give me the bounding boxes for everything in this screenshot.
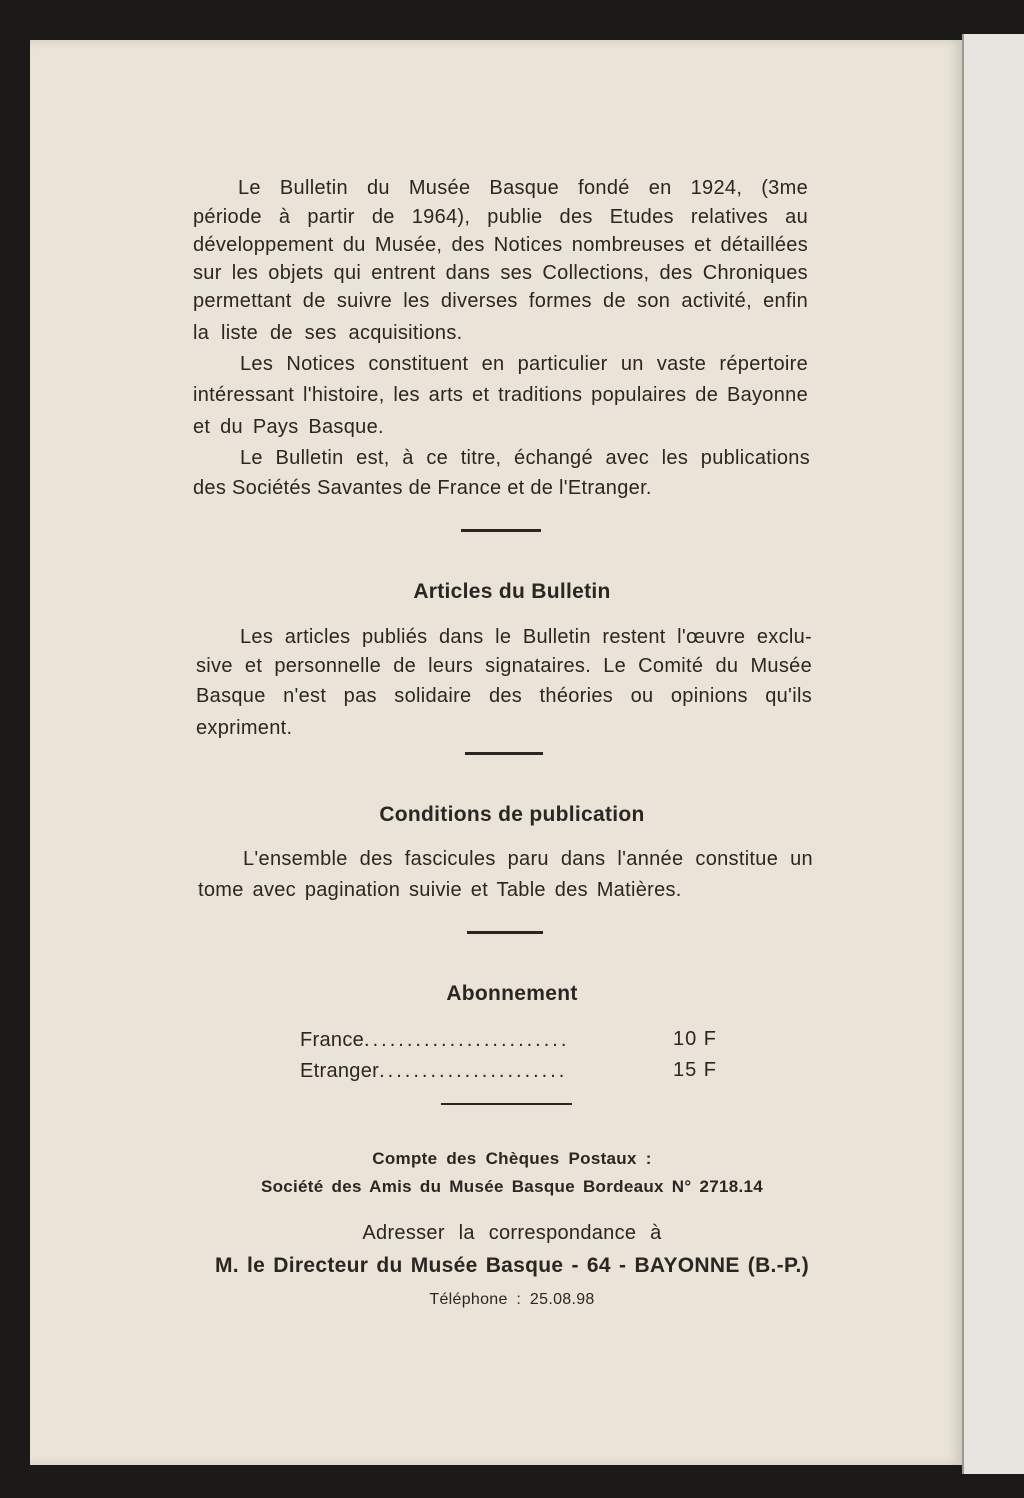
articles-heading: Articles du Bulletin [413,580,611,603]
text-line: tome avec pagination suivie et Table des Matières. [198,879,682,901]
text-line: Basque n'est pas solidaire des théories ou opinions qu'ils [196,685,812,707]
text-line: expriment. [196,717,293,739]
compte-label: Compte des Chèques Postaux : [372,1149,652,1168]
telephone: Téléphone : 25.08.98 [429,1291,595,1308]
text-line: période à partir de 1964), publie des Etudes relatives au [193,206,808,228]
text-line: permettant de suivre les diverses formes de son activité, enfin [193,290,808,312]
text-line: et du Pays Basque. [193,416,384,438]
text-line: sur les objets qui entrent dans ses Collections, des Chroniques [193,262,808,284]
text-line: des Sociétés Savantes de France et de l'Etranger. [193,477,652,499]
adresser-label: Adresser la correspondance à [362,1222,662,1244]
divider [465,752,543,755]
conditions-heading: Conditions de publication [379,803,645,826]
societe-account: Société des Amis du Musée Basque Bordeaux N° 2718.14 [260,1177,764,1196]
text-line: Le Bulletin du Musée Basque fondé en 1924, (3me [238,177,808,199]
director-address: M. le Directeur du Musée Basque - 64 - BAYONNE (B.-P.) [214,1254,809,1277]
text-line: la liste de ses acquisitions. [193,322,463,344]
text-line: intéressant l'histoire, les arts et traditions populaires de Bayonne [193,384,808,406]
text-line: Les articles publiés dans le Bulletin restent l'œuvre exclu- [240,626,812,648]
abonnement-heading: Abonnement [446,982,578,1005]
price-value: 10 F [673,1028,718,1050]
divider [441,1103,572,1105]
text-line: L'ensemble des fascicules paru dans l'année constitue un [243,848,813,870]
price-label: France........................ [300,1029,570,1051]
text-line: développement du Musée, des Notices nombreuses et détaillées [193,234,808,256]
text-line: Les Notices constituent en particulier un vaste répertoire [240,353,808,375]
text-line: sive et personnelle de leurs signataires. Le Comité du Musée [196,655,812,677]
text-line: Le Bulletin est, à ce titre, échangé avec les publications [240,447,810,469]
divider [467,931,543,934]
price-value: 15 F [673,1059,718,1081]
price-label: Etranger...................... [300,1060,568,1082]
divider [461,529,541,532]
